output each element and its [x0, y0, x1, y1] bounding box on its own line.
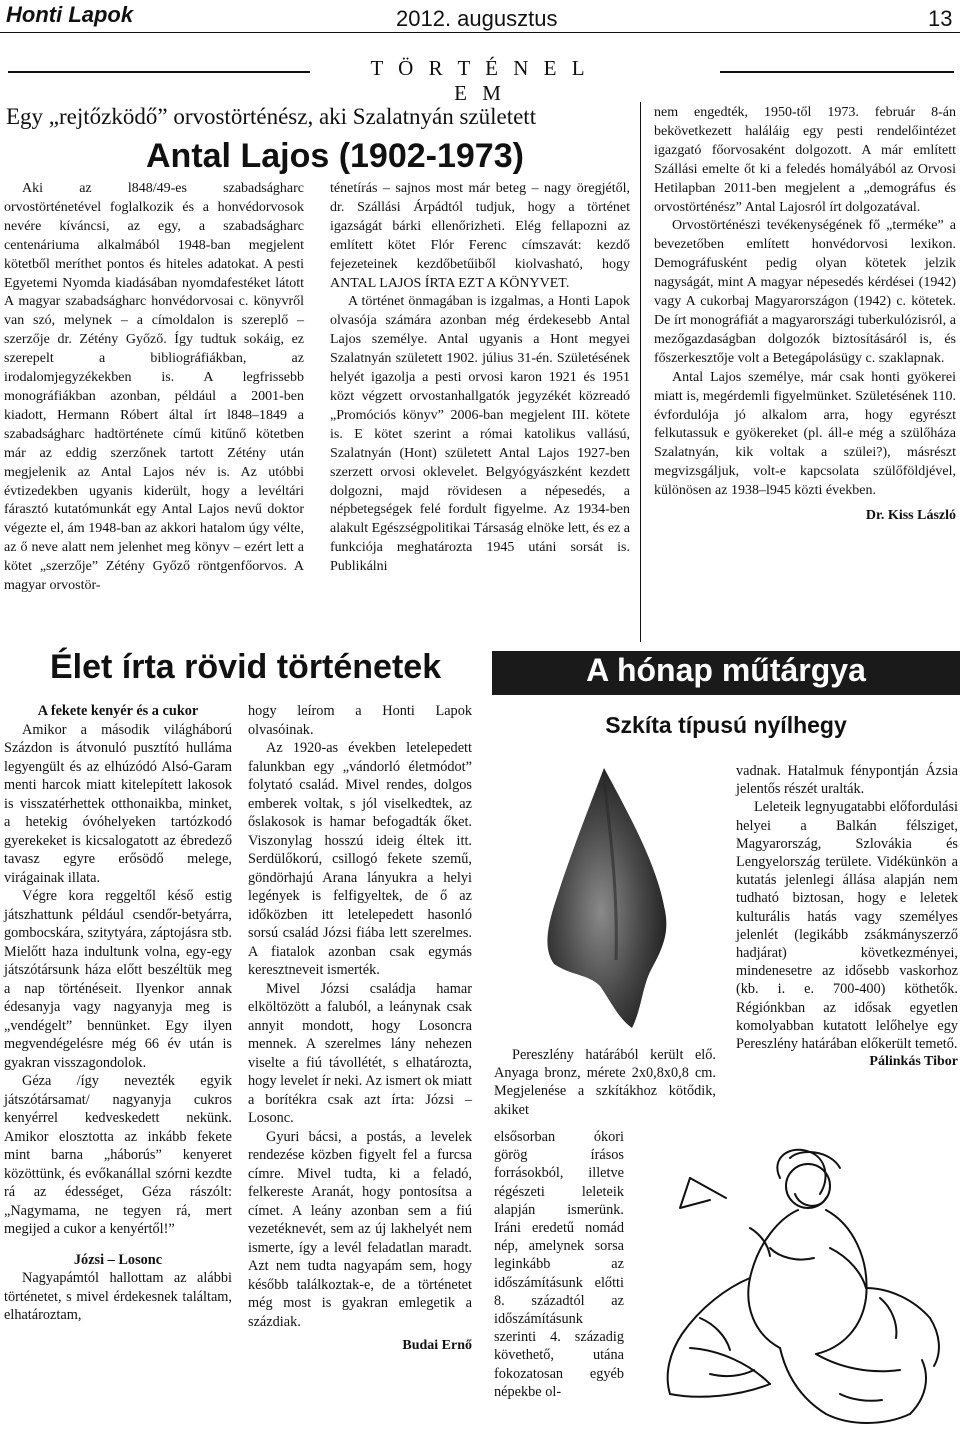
article2-title: Élet írta rövid történetek: [50, 648, 442, 686]
article1-column-3: [654, 104, 956, 526]
article1-column-1: [4, 180, 304, 596]
article2-column-2: [248, 702, 472, 1356]
article3-author: Pálinkás Tibor: [869, 1054, 958, 1070]
section-title: T Ö R T É N E L E M: [370, 56, 590, 105]
artifact-text-narrow: [494, 1128, 624, 1401]
paragraph: Géza /így nevezték egyik játszótársamat/ nagyanyja cukros kenyérrel kedveskedett nekünk. Amikor elosztotta az inkább fekete mint barna „háborús” kenyeret közöttünk, és evőkanállal szórni kezdte rá az édességet, Géza rászólt: „Nagymama, ne tegyen rá, mert megijed a cukor a kenyértől!”: [4, 1073, 232, 1237]
article2-column-1: [4, 702, 232, 1325]
paragraph: elsősorban ókori görög írásos forrásokból, illetve régészeti leleteik alapján ismerünk. Iráni eredetű nomád nép, amelynek sorsa leginkább az időszámításunk előtti 8. századtól az időszámításunk szerinti 4. századig követhető, utána fokozatosan egyéb népekbe ol-: [494, 1129, 624, 1400]
paragraph: Leleteik legnyugatabbi előfordulási helyei a Balkán félsziget, Magyarország, Szlovákia és Lengyelország területe. Vidékünkön a kutatás jelenlegi állása alapján nem tudható biztosan, hogy e leletek kulturális hatás vagy személyes jelenlét (legikább zsákmányszerző hadjárat) következményei, mindenesetre az idősebb vaskorhoz (kb. i. e. 700-400) köthetők. Régiónkban az idősak egyetlen komolyabban kutatott lelőhelye egy Pereszlény határában előkerült temető.: [736, 799, 958, 1053]
paragraph: Nagyapámtól hallottam az alábbi történetet, s mivel érdekesnek találtam, elhatároztam,: [4, 1270, 232, 1323]
paragraph: ténetírás – sajnos most már beteg – nagy öregjétől, dr. Szállási Árpádtól tudjuk, hogy a történet igazságát bárki ellenőrizheti. Elég fellapozni az említett kötet Flór Ferenc címszavát: kezdő fejezeteinek kezdőbetűiből kiolvasható, hogy ANTAL LAJOS ÍRTA EZT A KÖNYVET.: [330, 181, 630, 291]
arrowhead-image: [492, 760, 730, 1044]
story-signature: Józsi – Losonc: [73, 1251, 163, 1268]
paragraph: Aki az l848/49-es szabadságharc orvostörténetével foglalkozik és a honvédorvosok nevére kíváncsi, az egy, a szabadságharc centenáriuma alkalmából 1948-ban megjelent kötetből meríthet pontos és hiteles adatokat. A pesti Egyetemi Nyomda kiadásában nyomdafestéket látott A magyar szabadságharc honvédorvosai c. könyvről van szó, melynek – a címoldalon is szereplő – szerzője dr. Zétény Győző. Így tudtuk sokáig, ez szerepelt a bibliográfiákban, az irodalomjegyzékekben is. A legfrissebb monográfiákban azonban, például a 2001-ben kiadott, Hermann Róbert által írt l848–1849 a szabadságharc hadtörténete című kitűnő kötetben már az eddig szerzőnek tartott Zétény után megjelenik az Antal Lajos név is. Az utóbbi évtizedekben ugyanis kiderült, hogy a levéltári fárasztó kutatómunkát egy Antal Lajos nevű doktor végezte el, ám 1948-ban az akkori hatalom úgy vélte, az ő neve alatt nem jelenhet meg könyv – ezért lett a kötet „szerzője” Zétény Győző röntgenfőorvos. A magyar orvostör-: [4, 181, 304, 594]
paragraph: Antal Lajos személye, már csak honti gyökerei miatt is, megérdemli figyelmünket. Születésének 110. évfordulója jó alkalom arra, hogy egyrészt felkutassuk e gyökereket (pl. áll-e még a szülőháza Szalatnyán, kik voltak a szülei?), másrészt megvizsgáljuk, volt-e kapcsolata szülőföldjével, különösen az 1938–l945 közti években.: [654, 369, 956, 499]
article1-column-2: [330, 180, 630, 577]
section-rule-right: [720, 71, 954, 73]
paragraph: Orvostörténészi tevékenységének fő „terméke” a bevezetőben említett honvédorvosi lexikon. Demográfusként pedig olyan kötetek jelzik nagyságát, mint A magyar népesedés kérdései (1942) vagy A cukorbaj Magyarországon (1942) c. kötetek. De írt monográfiát a magyarországi tuberkulózisról, a mezőgazdaságban dolgozók biztosításáról is, és főszerkesztője volt a Betegápolásügy c. szaklapnak.: [654, 218, 956, 366]
artifact-text-right: [736, 762, 958, 1071]
paragraph: nem engedték, 1950-től 1973. február 8-án bekövetkezett haláláig egy pesti rendelőintézet igazgató főorvosaként dolgozott. A már említett Szállási emelte őt ki a feledés homályából az Orvosi Hetilapban 2011-ben megjelent a „demográfus és orvostörténész” Antal Lajosról írt dolgozatával.: [654, 105, 956, 215]
article2-author: Budai Ernő: [402, 1338, 472, 1353]
paragraph: Az 1920-as években letelepedett falunkban egy „vándorló életmódot” folytató család. Mivel rendes, dolgos emberek voltak, s jól viselkedtek, az őslakosok is hamar befogadták őket. Viszonylag hosszú ideig éltek itt. Serdülőkorú, csillogó fekete szemű, göndörhajú Arana lányukra a helyi legények is felfigyeltek, de ő az időközben itt letelepedett hasonló sorsú család Józsi fiába lett szerelmes. A fiatalok azonban csak egymás keresztneveit ismerték.: [248, 740, 472, 978]
article1-title: Antal Lajos (1902-1973): [146, 137, 524, 175]
scythian-warrior-drawing: [630, 1138, 960, 1438]
paragraph: Mivel Józsi családja hamar elköltözött a faluból, a leánynak csak annyit mondott, hogy Losoncra mennek. A szerelmes lány nehezen viselte a fiú távollétét, s elhatározta, hogy levelet ír neki. Az ismert ok miatt a borítékra csak azt írta: Józsi – Losonc.: [248, 980, 472, 1126]
column-divider: [640, 102, 641, 642]
issue-date: 2012. augusztus: [396, 6, 558, 31]
page-number: 13: [928, 6, 953, 31]
paragraph: Pereszlény határából került elő. Anyaga bronz, mérete 2x0,8x0,8 cm. Megjelenése a szkítákhoz kötődik, akiket: [494, 1047, 716, 1118]
warrior-illustration: [630, 1138, 960, 1438]
article1-author: Dr. Kiss László: [865, 508, 956, 524]
paragraph: hogy leírom a Honti Lapok olvasóinak.: [248, 703, 472, 738]
arrowhead-photo: [492, 760, 730, 1044]
paragraph: Amikor a második világháború Százdon is átvonuló pusztító hulláma legyengült és az elhúzódó Alsó-Garam menti harcok miatt kitelepített lakosok is visszatérhettek otthonaikba, minket, a hetekig óvóhelyeken tartózkodó gyerekeket is kicsalogatott az ébredező tavasz egyre erősödő melege, virágainak illata.: [4, 721, 232, 886]
artifact-text-left: [494, 1046, 716, 1119]
paragraph: Végre kora reggeltől késő estig játszhattunk például csendőr-betyárra, gombocskára, szitytyára, záptojásra stb. Mielőtt haza indultunk volna, egy-egy játszótársunk háza előtt beszéltük meg a nap történéseit. Ilyenkor annak édesanyja vagy nagyanyja meg is „vendégelt” bennünket. Egy ilyen megvendégelésre még 66 év után is gyakran visszagondolok.: [4, 888, 232, 1071]
artifact-subtitle: Szkíta típusú nyílhegy: [605, 712, 847, 738]
section-rule-left: [8, 71, 310, 73]
paragraph: A történet önmagában is izgalmas, a Honti Lapok olvasója számára azonban még érdekesebb Antal Lajos személye. Antal ugyanis a Hont megyei Szalatnyán született 1902. július 31-én. Születésének helyét igazolja a pesti orvosi karon 1921 és 1951 közt végzett orvostanhallgatók jegyzékét közreadó „Promóciós könyv” 2006-ban megjelent III. kötete is. E kötet szerint a római katolikus vallású, Szalatnyán (Hont) született Antal Lajos 1927-ben szerzett orvosi oklevelet. Belgyógyászként kezdett dolgozni, majd rövidesen a népesedés, a népbetegségek felé fordult figyelme. Az 1934-ben alakult Egészségpolitikai Társaság elnöke lett, és ez a funkciója meghatározta 1945 utáni sorsát is. Publikálni: [330, 294, 630, 575]
artifact-banner-title: A hónap műtárgya: [586, 652, 866, 688]
header-rule: [0, 32, 960, 33]
article1-kicker: Egy „rejtőzködő” orvostörténész, aki Szalatnyán született: [6, 104, 537, 129]
article2-subhead: A fekete kenyér és a cukor: [37, 703, 199, 719]
paragraph: Gyuri bácsi, a postás, a levelek rendezése közben figyelt fel a furcsa címre. Mivel tudta, ki a feladó, felkereste Aranát, hogy pontosítsa a címet. A leány azonban sem a fiú vezetéknevét, sem az új lakhelyét nem ismerte, így a levél feladatlan maradt. Azt nem tudta nagyapám sem, hogy később találkoztak-e, de a történetet még most is gyakran emlegetik a százdiak.: [248, 1128, 472, 1330]
paragraph: vadnak. Hatalmuk fénypontján Ázsia jelentős részét uralták.: [736, 763, 958, 798]
publication-name: Honti Lapok: [6, 2, 134, 27]
